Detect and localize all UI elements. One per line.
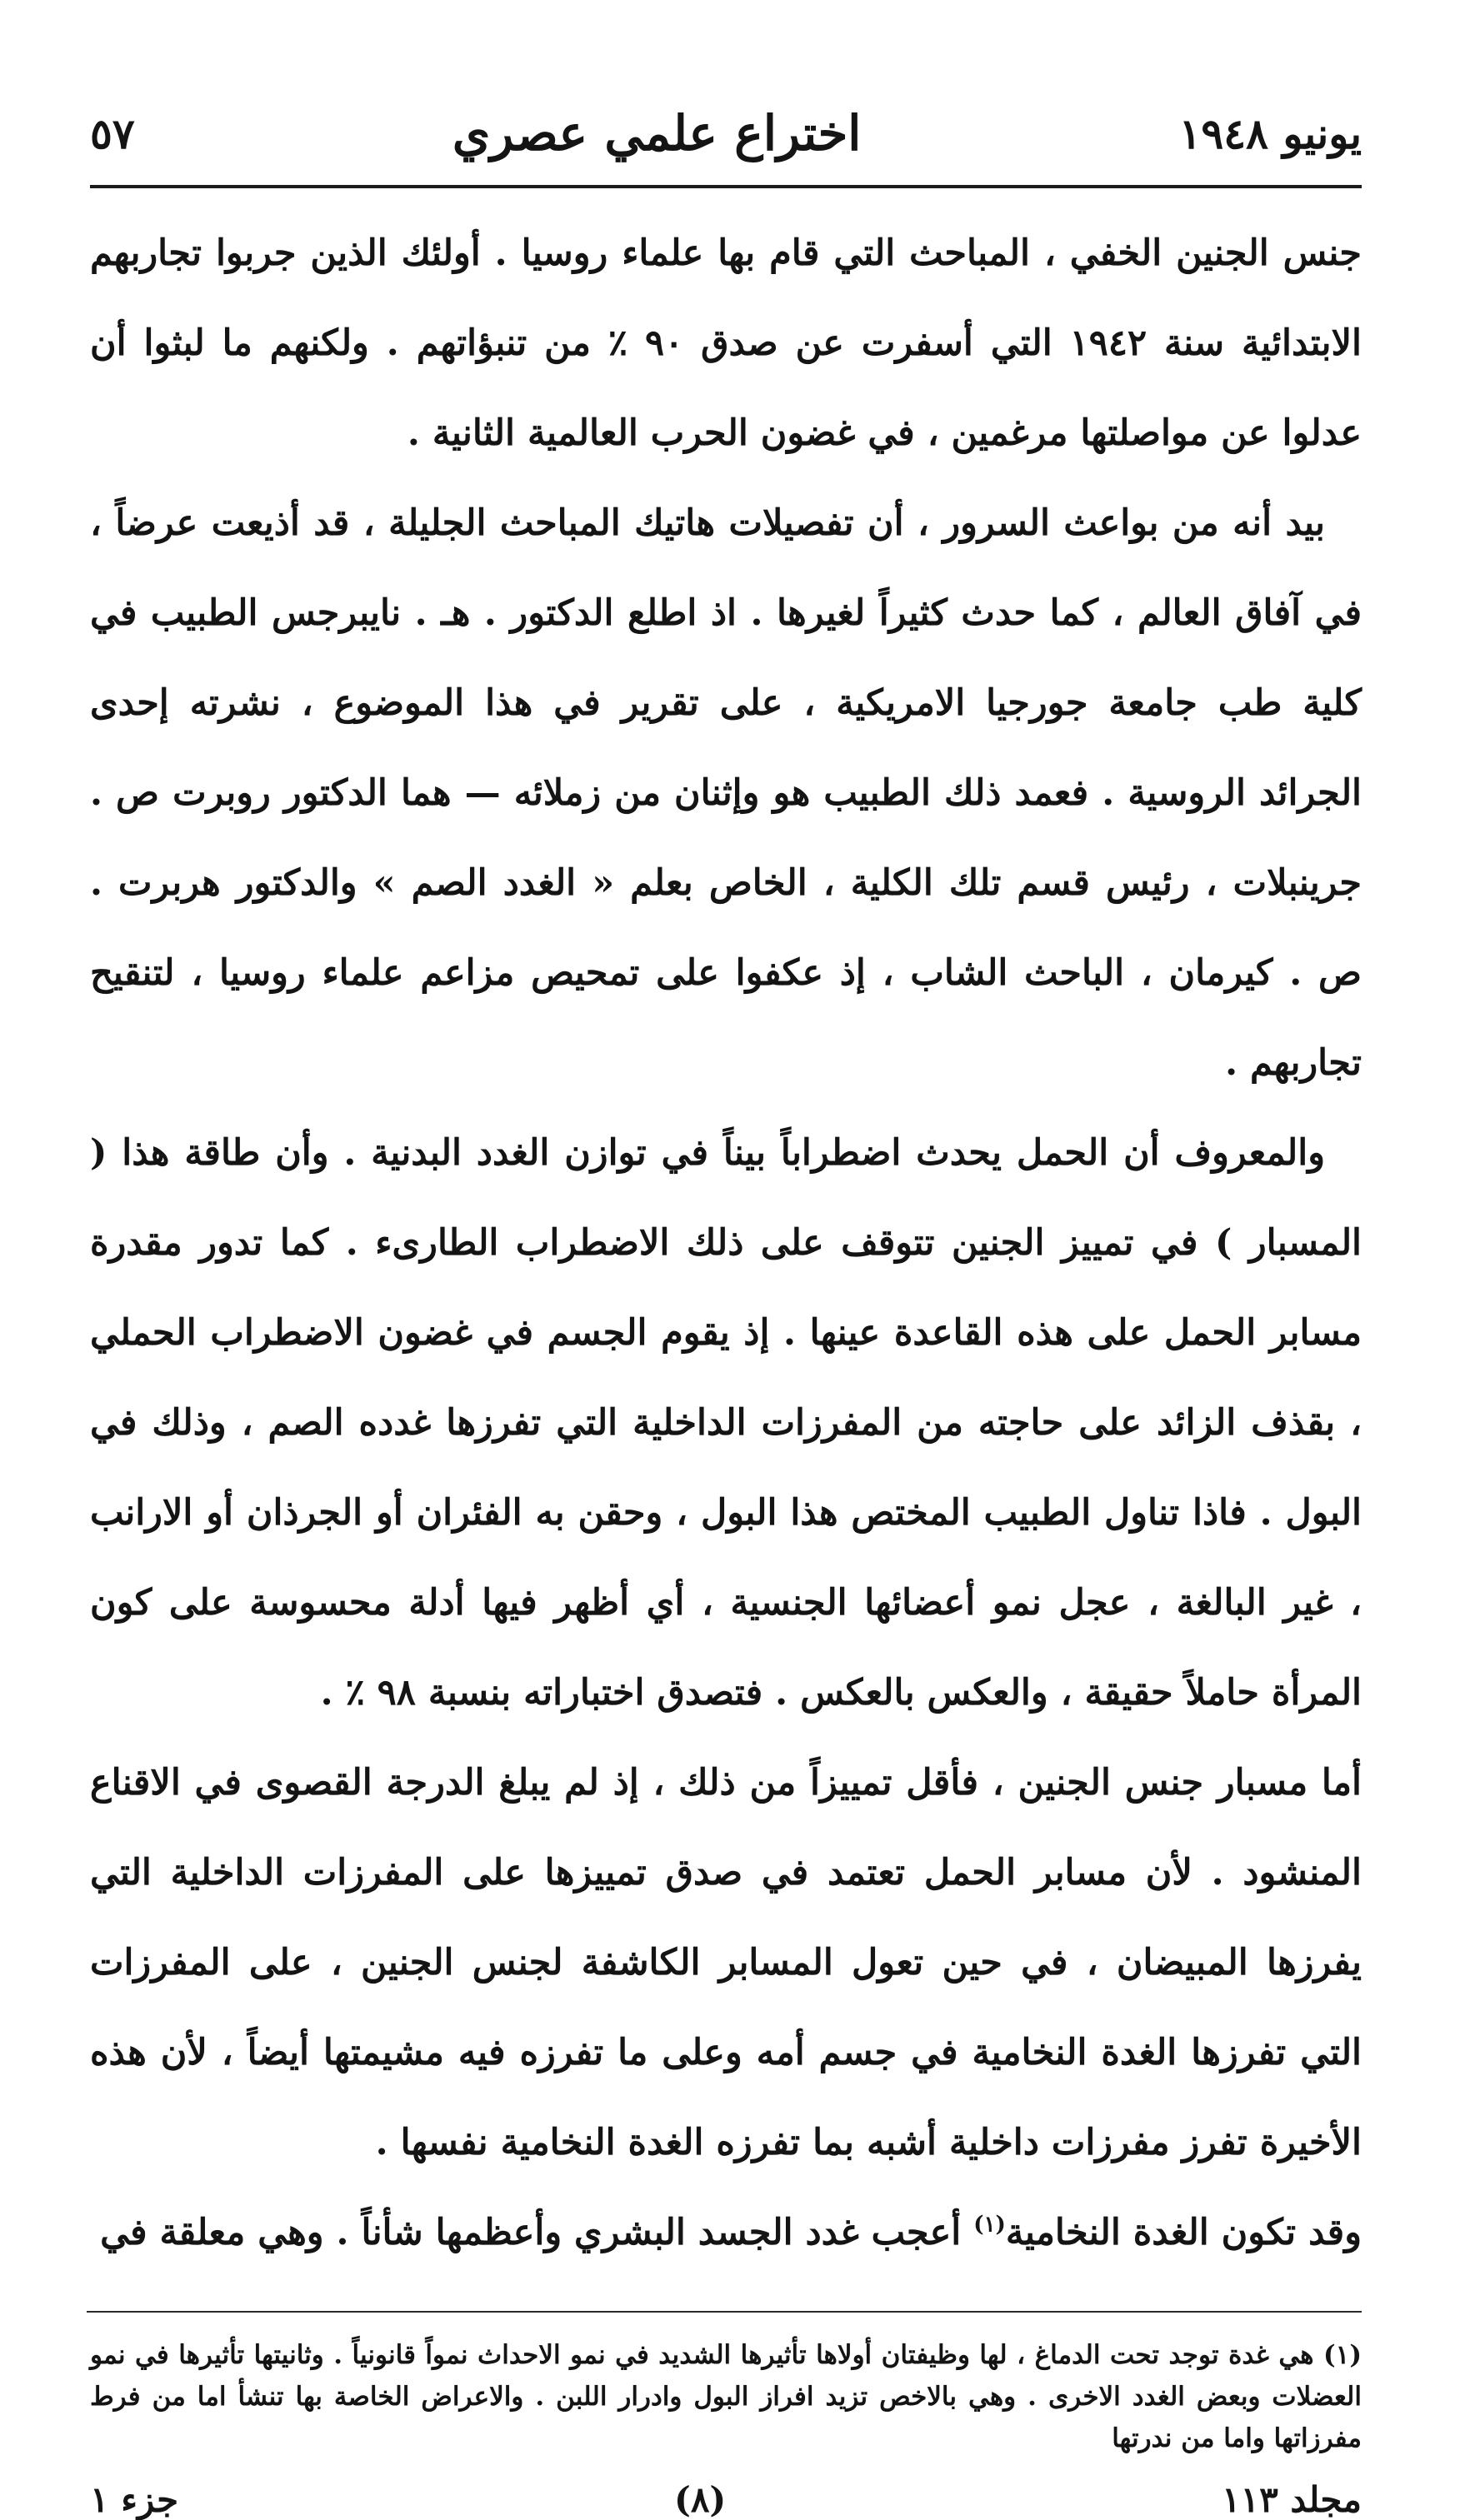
page-number: ٥٧ [90,108,135,158]
page-footer [90,2479,1362,2520]
signature-mark: (٨) [673,2479,727,2520]
footnote-marker: (١) [973,2212,1006,2238]
issue-date: يونيو ١٩٤٨ [1178,108,1362,158]
volume-label: مجلد ١١٣ [1222,2479,1362,2520]
paragraph-1: جنس الجنين الخفي ، المباحث التي قام بها علماء روسيا . أولئك الذين جربوا تجاربهم الابتدائية سنة ١٩٤٢ التي أسفرت عن صدق ٩٠ ٪ من تنبؤاتهم . ولكنهم ما لبثوا أن عدلوا عن مواصلتها مرغمين ، في غضون الحرب العالمية الثانية . [90,232,1362,454]
paragraph-5 [90,2188,1362,2278]
article-body [90,208,1362,2278]
running-title: اختراع علمي عصري [452,105,862,162]
part-label: جزء ١ [90,2479,179,2520]
paragraph-5-end: أعجب غدد الجسد البشري وأعظمها شأناً . وهي معلقة في [100,2212,962,2253]
footnote-rule [87,2311,1362,2313]
header-rule [90,185,1362,188]
paragraph-5-start: وقد تكون الغدة النخامية [1005,2212,1362,2253]
paragraph-2: بيد أنه من بواعث السرور ، أن تفصيلات هاتيك المباحث الجليلة ، قد أذيعت عرضاً ، في آفاق العالم ، كما حدث كثيراً لغيرها . اذ اطلع الدكتور . هـ . نايبرجس الطبيب في كلية طب جامعة جورجيا الامريكية ، على تقرير في هذا الموضوع ، نشرته إحدى الجرائد الروسية . فعمد ذلك الطبيب هو وإثنان من زملائه — هما الدكتور روبرت ص . جرينبلات ، رئيس قسم تلك الكلية ، الخاص بعلم « الغدد الصم » والدكتور هربرت . ص . كيرمان ، الباحث الشاب ، إذ عكفوا على تمحيص مزاعم علماء روسيا ، لتنقيح تجاربهم . [90,502,1362,1084]
paragraph-4: أما مسبار جنس الجنين ، فأقل تمييزاً من ذلك ، إذ لم يبلغ الدرجة القصوى في الاقناع المنشود . لأن مسابر الحمل تعتمد في صدق تمييزها على المفرزات الداخلية التي يفرزها المبيضان ، في حين تعول المسابر الكاشفة لجنس الجنين ، على المفرزات التي تفرزها الغدة النخامية في جسم أمه وعلى ما تفرزه فيه مشيمتها أيضاً ، لأن هذه الأخيرة تفرز مفرزات داخلية أشبه بما تفرزه الغدة النخامية نفسها . [90,1762,1362,2163]
paragraph-3: والمعروف أن الحمل يحدث اضطراباً بيناً في توازن الغدد البدنية . وأن طاقة هذا ( المسبار ) في تمييز الجنين تتوقف على ذلك الاضطراب الطارىء . كما تدور مقدرة مسابر الحمل على هذه القاعدة عينها . إذ يقوم الجسم في غضون الاضطراب الحملي ، بقذف الزائد على حاجته من المفرزات الداخلية التي تفرزها غدده الصم ، وذلك في البول . فاذا تناول الطبيب المختص هذا البول ، وحقن به الفئران أو الجرذان أو الارانب ، غير البالغة ، عجل نمو أعضائها الجنسية ، أي أظهر فيها أدلة محسوسة على كون المرأة حاملاً حقيقة ، والعكس بالعكس . فتصدق اختباراته بنسبة ٩٨ ٪ . [90,1132,1362,1714]
page-header [90,92,1362,175]
footnote: (١) هي غدة توجد تحت الدماغ ، لها وظيفتان أولاها تأثيرها الشديد في نمو الاحداث نمواً قانونياً . وثانيتها تأثيرها في نمو العضلات وبعض الغدد الاخرى . وهي بالاخص تزيد افراز البول وادرار اللبن . والاعراض الخاصة بها تنشأ اما من فرط مفرزاتها واما من ندرتها [90,2340,1362,2453]
